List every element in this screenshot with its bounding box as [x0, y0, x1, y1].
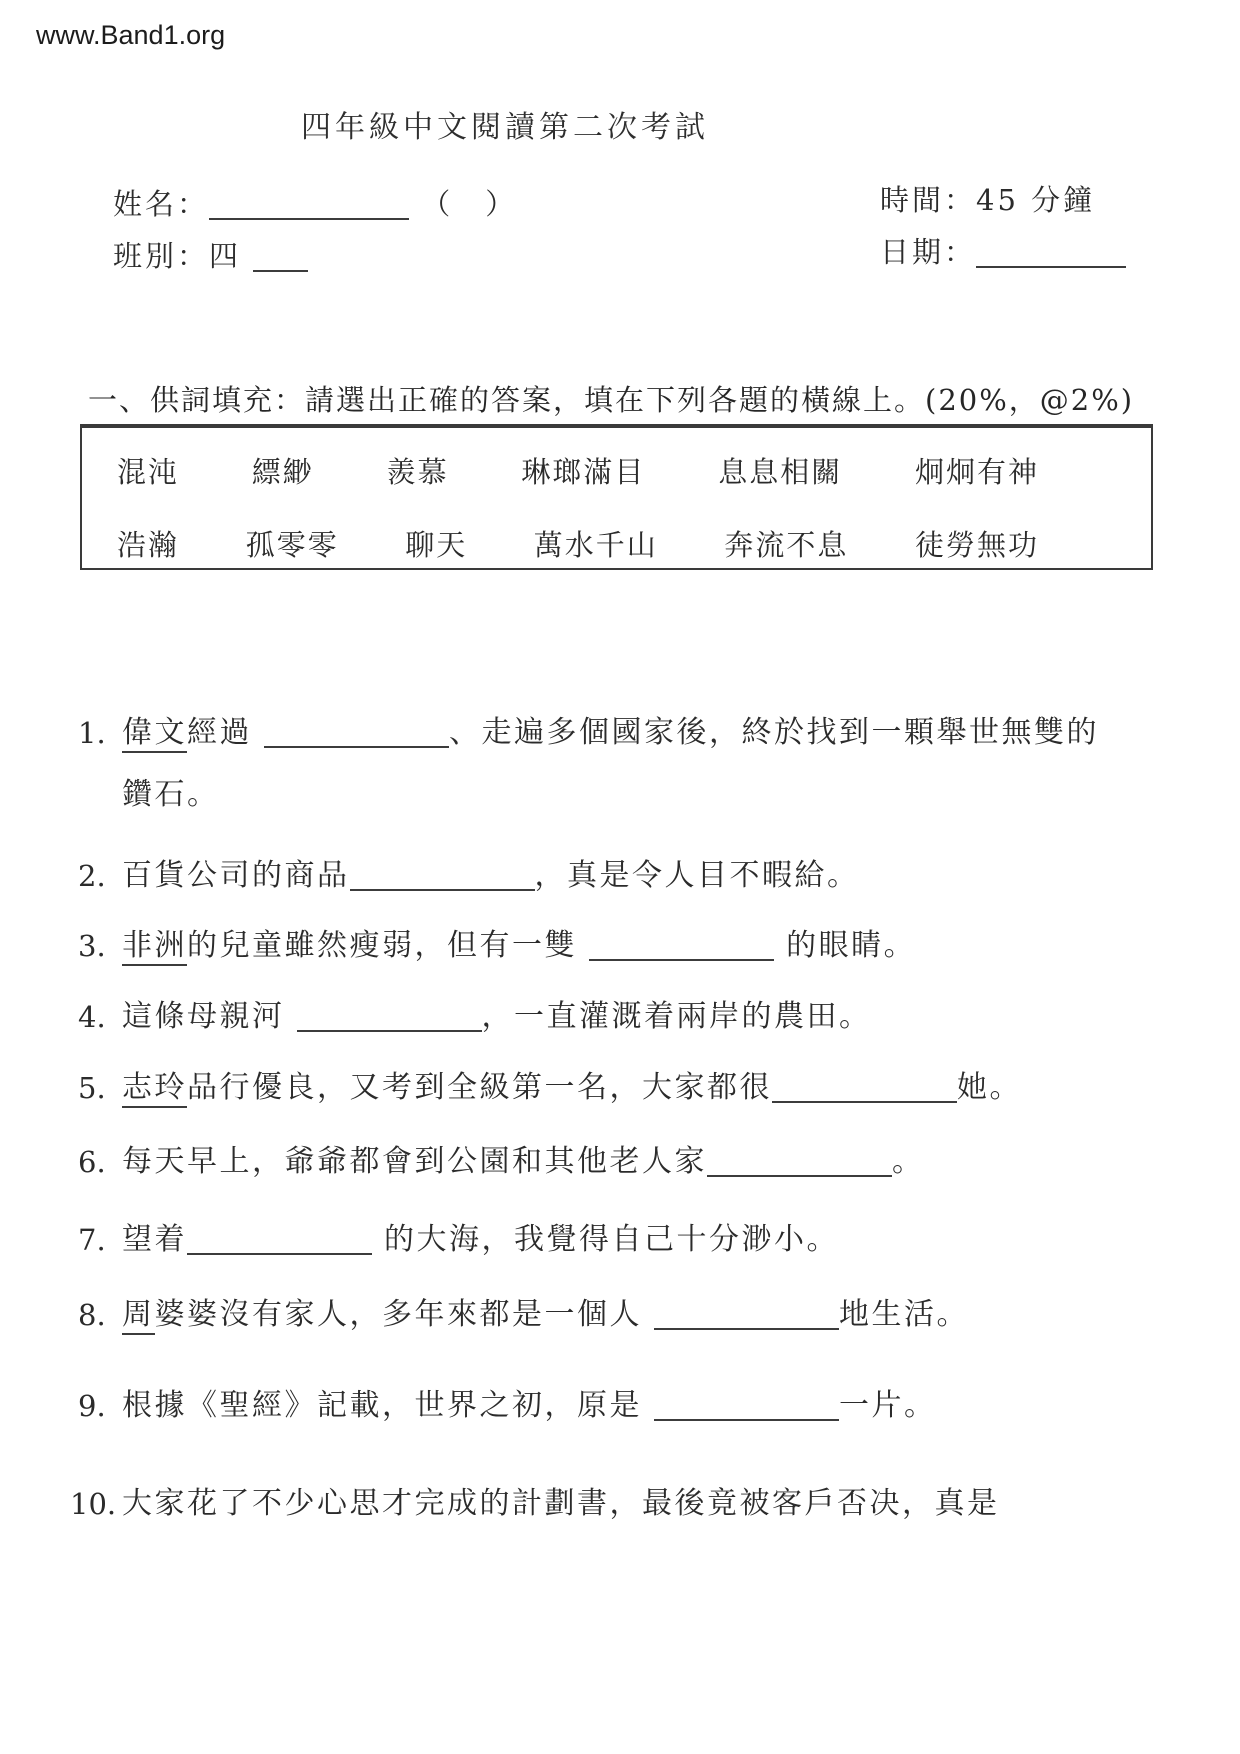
word-bank-item: 縹緲 — [251, 455, 314, 489]
question-line — [0, 1486, 1240, 1522]
question-number: 3. — [78, 929, 106, 963]
question-text: ，真是令人目不暇給。 — [534, 858, 860, 893]
word-bank-item: 孤零零 — [245, 528, 339, 562]
underlined-name: 非洲 — [122, 928, 187, 966]
word-bank-item: 聊天 — [405, 528, 468, 562]
section-one-heading: 一、供詞填充：請選出正確的答案，填在下列各題的橫線上。(20%，@2%) — [88, 383, 1135, 417]
question-text: 大家花了不少心思才完成的計劃書，最後竟被客戶否决，真是 — [122, 1486, 1000, 1521]
question-text: 婆婆沒有家人，多年來都是一個人 — [154, 1297, 655, 1332]
answer-blank — [654, 1389, 839, 1421]
question-number: 1. — [78, 716, 106, 750]
question-text: 的大海，我覺得自己十分渺小。 — [372, 1222, 840, 1257]
question — [0, 858, 1240, 894]
question — [0, 1070, 1240, 1106]
question-text: 望着 — [122, 1222, 187, 1257]
questions-list — [0, 715, 1240, 1557]
underlined-name: 周 — [122, 1297, 155, 1335]
question-number: 2. — [78, 859, 106, 893]
answer-blank — [707, 1145, 892, 1177]
question-text: 的兒童雖然瘦弱，但有一雙 — [187, 928, 590, 963]
header-left — [113, 182, 517, 286]
answer-blank — [187, 1223, 372, 1255]
answer-blank — [350, 859, 535, 891]
question-line — [0, 1388, 1240, 1424]
question-text: 每天早上，爺爺都會到公園和其他老人家 — [122, 1144, 707, 1179]
word-bank-item: 羨慕 — [386, 455, 449, 489]
answer-blank — [264, 716, 449, 748]
question — [0, 1297, 1240, 1333]
question-text: 鑽石。 — [122, 777, 220, 812]
question-line — [0, 715, 1240, 751]
question-text: 的眼睛。 — [774, 928, 917, 963]
question-line — [0, 858, 1240, 894]
time-field — [880, 178, 1126, 217]
question-number: 9. — [78, 1389, 106, 1423]
question-text: 百貨公司的商品 — [122, 858, 350, 893]
question-text: ，一直灌溉着兩岸的農田。 — [481, 999, 872, 1034]
question-number: 10. — [70, 1487, 117, 1521]
date-field — [880, 230, 1126, 269]
class-blank — [253, 240, 308, 272]
class-field — [113, 234, 517, 273]
question-text: 一片。 — [839, 1388, 937, 1423]
question-number: 8. — [78, 1298, 106, 1332]
question — [0, 1222, 1240, 1258]
question-line — [0, 999, 1240, 1035]
question-text: 經過 — [187, 715, 265, 750]
answer-blank — [654, 1298, 839, 1330]
date-label: 日期： — [880, 235, 977, 269]
word-bank-row-2 — [82, 523, 1151, 564]
word-bank-item: 奔流不息 — [724, 528, 849, 562]
exam-title: 四年級中文閱讀第二次考試 — [301, 110, 709, 145]
question-text: 地生活。 — [839, 1297, 970, 1332]
word-bank-item: 琳瑯滿目 — [521, 455, 646, 489]
question — [0, 1388, 1240, 1424]
name-label: 姓名： — [113, 187, 210, 221]
date-blank — [976, 236, 1126, 268]
word-bank-item: 萬水千山 — [533, 528, 658, 562]
answer-blank — [297, 1000, 482, 1032]
question-text: 。 — [892, 1144, 925, 1179]
word-bank-box — [80, 424, 1153, 570]
name-paren: （ ） — [421, 187, 518, 221]
word-bank-item: 炯炯有神 — [914, 455, 1039, 489]
question — [0, 1144, 1240, 1180]
name-blank — [209, 188, 409, 220]
word-bank-item: 息息相關 — [718, 455, 843, 489]
answer-blank — [589, 929, 774, 961]
time-label: 時間：45 分鐘 — [880, 183, 1096, 217]
question-line — [0, 777, 1240, 813]
question-text: 品行優良，又考到全級第一名，大家都很 — [187, 1070, 772, 1105]
question — [0, 1486, 1240, 1522]
question-line — [0, 928, 1240, 964]
question-number: 5. — [78, 1071, 106, 1105]
word-bank-item: 徒勞無功 — [914, 528, 1039, 562]
word-bank-item: 混沌 — [117, 455, 180, 489]
class-label: 班別：四 — [113, 239, 242, 273]
question-line — [0, 1297, 1240, 1333]
word-bank-item: 浩瀚 — [117, 528, 180, 562]
word-bank-row-1 — [82, 450, 1151, 491]
question-line — [0, 1070, 1240, 1106]
question-number: 7. — [78, 1223, 106, 1257]
question-line — [0, 1222, 1240, 1258]
underlined-name: 志玲 — [122, 1070, 187, 1108]
answer-blank — [772, 1071, 957, 1103]
question-text: 她。 — [957, 1070, 1022, 1105]
question-text: 這條母親河 — [122, 999, 297, 1034]
question-number: 6. — [78, 1145, 106, 1179]
site-watermark: www.Band1.org — [36, 20, 226, 50]
header-right — [880, 178, 1126, 282]
question-text: 、走遍多個國家後，終於找到一顆舉世無雙的 — [449, 715, 1100, 750]
question-text: 根據《聖經》記載，世界之初，原是 — [122, 1388, 655, 1423]
underlined-name: 偉文 — [122, 715, 187, 753]
question-line — [0, 1144, 1240, 1180]
question-number: 4. — [78, 1000, 106, 1034]
question — [0, 928, 1240, 964]
question — [0, 715, 1240, 813]
question — [0, 999, 1240, 1035]
name-field — [113, 182, 518, 221]
